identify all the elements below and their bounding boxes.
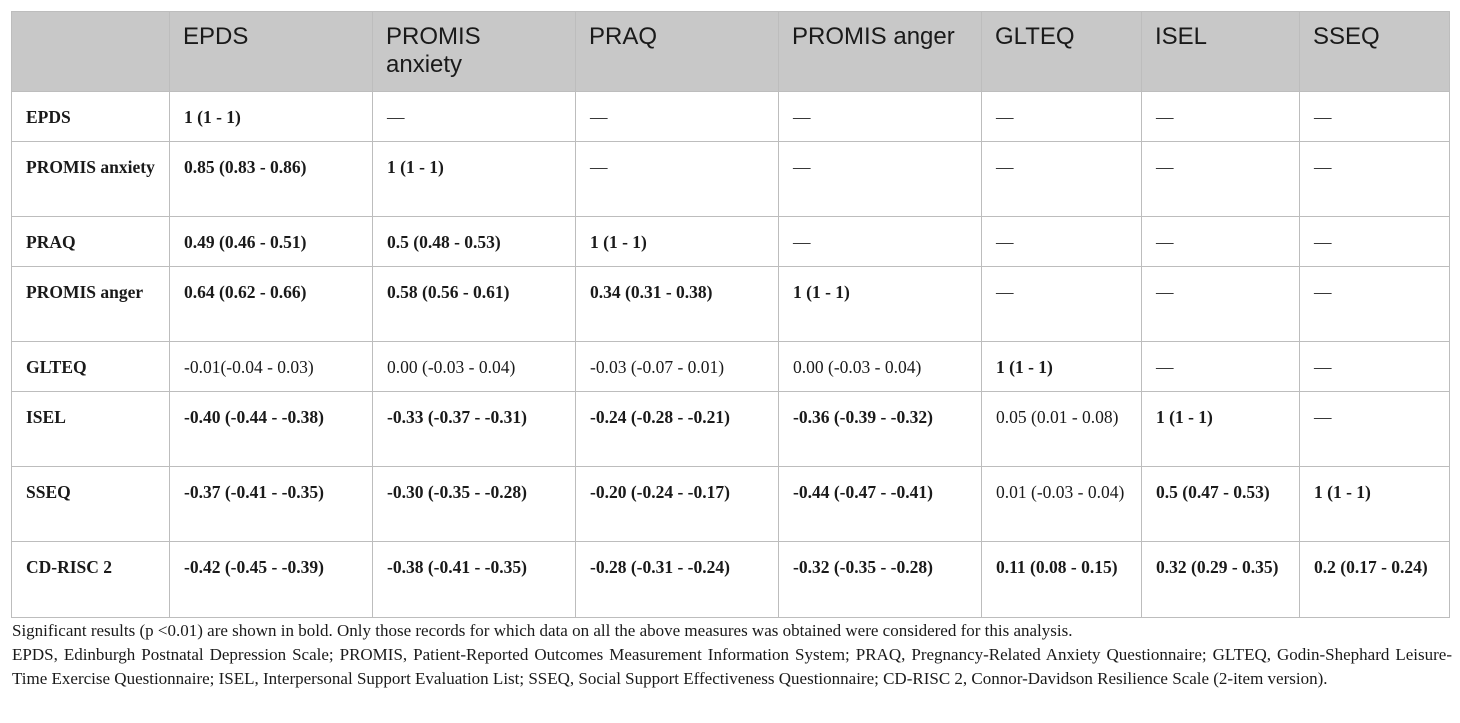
header-glteq: GLTEQ bbox=[982, 12, 1142, 92]
row-label: PROMIS anxiety bbox=[12, 142, 170, 217]
header-row bbox=[12, 12, 1450, 92]
table-cell: 0.49 (0.46 - 0.51) bbox=[170, 217, 373, 267]
table-cell: — bbox=[1142, 217, 1300, 267]
table-cell: — bbox=[982, 267, 1142, 342]
table-row bbox=[12, 142, 1450, 217]
row-label: GLTEQ bbox=[12, 342, 170, 392]
table-row bbox=[12, 392, 1450, 467]
table-cell: — bbox=[1300, 392, 1450, 467]
table-cell: 0.2 (0.17 - 0.24) bbox=[1300, 542, 1450, 618]
table-cell: -0.37 (-0.41 - -0.35) bbox=[170, 467, 373, 542]
table-cell: — bbox=[576, 92, 779, 142]
row-label: SSEQ bbox=[12, 467, 170, 542]
table-cell: -0.36 (-0.39 - -0.32) bbox=[779, 392, 982, 467]
table-cell: 0.00 (-0.03 - 0.04) bbox=[779, 342, 982, 392]
table-cell: — bbox=[1300, 142, 1450, 217]
table-cell: -0.33 (-0.37 - -0.31) bbox=[373, 392, 576, 467]
table-cell: 1 (1 - 1) bbox=[779, 267, 982, 342]
table-cell: — bbox=[1300, 217, 1450, 267]
table-cell: 0.34 (0.31 - 0.38) bbox=[576, 267, 779, 342]
table-cell: — bbox=[779, 217, 982, 267]
table-cell: -0.32 (-0.35 - -0.28) bbox=[779, 542, 982, 618]
table-cell: 1 (1 - 1) bbox=[1300, 467, 1450, 542]
header-epds: EPDS bbox=[170, 12, 373, 92]
table-cell: — bbox=[779, 92, 982, 142]
correlation-table bbox=[11, 11, 1450, 618]
table-cell: -0.40 (-0.44 - -0.38) bbox=[170, 392, 373, 467]
row-label: EPDS bbox=[12, 92, 170, 142]
table-row bbox=[12, 267, 1450, 342]
significance-note: Significant results (p <0.01) are shown in bold. Only those records for which data on all the above measures was obtained were considered for this analysis. bbox=[12, 621, 1073, 640]
table-cell: -0.03 (-0.07 - 0.01) bbox=[576, 342, 779, 392]
table-cell: — bbox=[779, 142, 982, 217]
table-cell: -0.44 (-0.47 - -0.41) bbox=[779, 467, 982, 542]
table-cell: -0.01(-0.04 - 0.03) bbox=[170, 342, 373, 392]
table-cell: — bbox=[982, 217, 1142, 267]
table-cell: 0.11 (0.08 - 0.15) bbox=[982, 542, 1142, 618]
table-cell: — bbox=[982, 92, 1142, 142]
row-label: ISEL bbox=[12, 392, 170, 467]
table-cell: — bbox=[576, 142, 779, 217]
table-cell: -0.30 (-0.35 - -0.28) bbox=[373, 467, 576, 542]
table-cell: 1 (1 - 1) bbox=[170, 92, 373, 142]
table-cell: — bbox=[1300, 342, 1450, 392]
table-cell: 0.58 (0.56 - 0.61) bbox=[373, 267, 576, 342]
header-sseq: SSEQ bbox=[1300, 12, 1450, 92]
header-praq: PRAQ bbox=[576, 12, 779, 92]
table-cell: — bbox=[373, 92, 576, 142]
table-cell: — bbox=[1142, 342, 1300, 392]
table-cell: 1 (1 - 1) bbox=[576, 217, 779, 267]
table-cell: 0.05 (0.01 - 0.08) bbox=[982, 392, 1142, 467]
table-cell: -0.24 (-0.28 - -0.21) bbox=[576, 392, 779, 467]
table-row bbox=[12, 542, 1450, 618]
table-row bbox=[12, 342, 1450, 392]
header-corner bbox=[12, 12, 170, 92]
table-cell: — bbox=[1300, 267, 1450, 342]
table-cell: 0.85 (0.83 - 0.86) bbox=[170, 142, 373, 217]
table-cell: — bbox=[982, 142, 1142, 217]
table-cell: 1 (1 - 1) bbox=[1142, 392, 1300, 467]
table-row bbox=[12, 217, 1450, 267]
row-label: PRAQ bbox=[12, 217, 170, 267]
table-cell: 1 (1 - 1) bbox=[373, 142, 576, 217]
table-cell: 0.64 (0.62 - 0.66) bbox=[170, 267, 373, 342]
table-cell: 0.01 (-0.03 - 0.04) bbox=[982, 467, 1142, 542]
table-cell: — bbox=[1142, 142, 1300, 217]
table-cell: 0.5 (0.48 - 0.53) bbox=[373, 217, 576, 267]
row-label: CD-RISC 2 bbox=[12, 542, 170, 618]
table-cell: -0.38 (-0.41 - -0.35) bbox=[373, 542, 576, 618]
table-cell: — bbox=[1142, 267, 1300, 342]
table-cell: -0.20 (-0.24 - -0.17) bbox=[576, 467, 779, 542]
table-cell: -0.28 (-0.31 - -0.24) bbox=[576, 542, 779, 618]
table-cell: 1 (1 - 1) bbox=[982, 342, 1142, 392]
table-footnotes bbox=[12, 619, 1452, 691]
table-cell: -0.42 (-0.45 - -0.39) bbox=[170, 542, 373, 618]
abbreviations-note: EPDS, Edinburgh Postnatal Depression Scale; PROMIS, Patient-Reported Outcomes Measurement Information System; PRAQ, Pregnancy-Related Anxiety Questionnaire; GLTEQ, Godin-Shephard Leisure-Time Exercise Questionnaire; ISEL, Interpersonal Support Evaluation List; SSEQ, Social Support Effectiveness Questionnaire; CD-RISC 2, Connor-Davidson Resilience Scale (2-item version). bbox=[12, 645, 1452, 688]
header-promis-anger: PROMIS anger bbox=[779, 12, 982, 92]
header-isel: ISEL bbox=[1142, 12, 1300, 92]
table-cell: — bbox=[1300, 92, 1450, 142]
table-cell: 0.00 (-0.03 - 0.04) bbox=[373, 342, 576, 392]
table-row bbox=[12, 92, 1450, 142]
row-label: PROMIS anger bbox=[12, 267, 170, 342]
table-cell: — bbox=[1142, 92, 1300, 142]
table-cell: 0.32 (0.29 - 0.35) bbox=[1142, 542, 1300, 618]
correlation-table-container bbox=[11, 11, 1449, 618]
header-promis-anxiety: PROMIS anxiety bbox=[373, 12, 576, 92]
table-row bbox=[12, 467, 1450, 542]
table-cell: 0.5 (0.47 - 0.53) bbox=[1142, 467, 1300, 542]
